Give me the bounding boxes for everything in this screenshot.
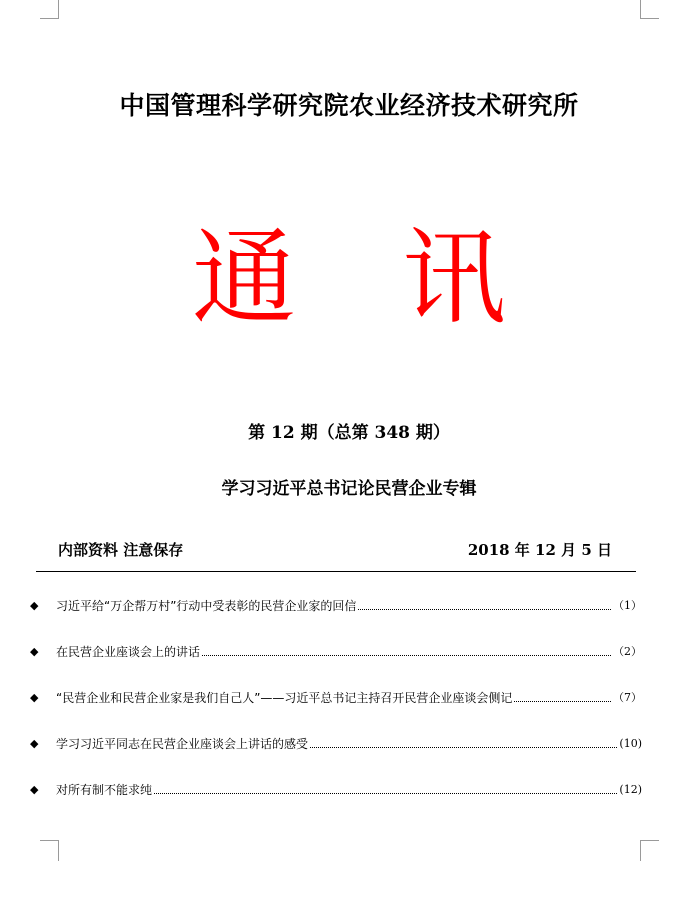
crop-mark-bottom-left [40,840,59,861]
toc-item-title: 学习习近平同志在民营企业座谈会上讲话的感受 [56,737,309,751]
issue-date: 2018 年 12 月 5 日 [467,541,612,559]
masthead-char-2: 讯 [402,217,507,339]
special-issue-subject: 学习习近平总书记论民营企业专辑 [221,479,477,499]
toc-item-page: （1） [613,599,642,612]
crop-mark-bottom-right [640,840,659,861]
masthead-char-1: 通 [192,217,297,339]
organization-title: 中国管理科学研究院农业经济技术研究所 [119,91,579,120]
toc-item[interactable] [30,688,642,734]
header-divider [36,571,636,572]
toc-item-title: 习近平给“万企帮万村”行动中受表彰的民营企业家的回信 [56,599,357,613]
issue-number: 第 12 期（总第 348 期） [248,423,450,443]
toc-item-page: (10) [619,737,642,750]
toc-item-title: 在民营企业座谈会上的讲话 [56,645,201,659]
dot-leader [310,734,617,748]
toc-item-page: （7） [613,691,642,704]
toc-item[interactable] [30,734,642,780]
diamond-bullet-icon: ◆ [30,783,39,796]
diamond-bullet-icon: ◆ [30,737,39,750]
dot-leader [154,780,617,794]
diamond-bullet-icon: ◆ [30,691,39,704]
table-of-contents [30,596,642,826]
toc-item[interactable] [30,780,642,826]
crop-mark-top-left [40,0,59,19]
dot-leader [202,642,611,656]
toc-item-title: 对所有制不能求纯 [56,783,153,797]
dot-leader [358,596,611,610]
toc-item-title: “民营企业和民营企业家是我们自己人”——习近平总书记主持召开民营企业座谈会侧记 [56,691,513,705]
crop-mark-top-right [640,0,659,19]
internal-use-note: 内部资料 注意保存 [58,541,184,559]
toc-item-page: (12) [619,783,642,796]
toc-item-page: （2） [613,645,642,658]
toc-item[interactable] [30,596,642,642]
diamond-bullet-icon: ◆ [30,599,39,612]
diamond-bullet-icon: ◆ [30,645,39,658]
dot-leader [514,688,611,702]
toc-item[interactable] [30,642,642,688]
